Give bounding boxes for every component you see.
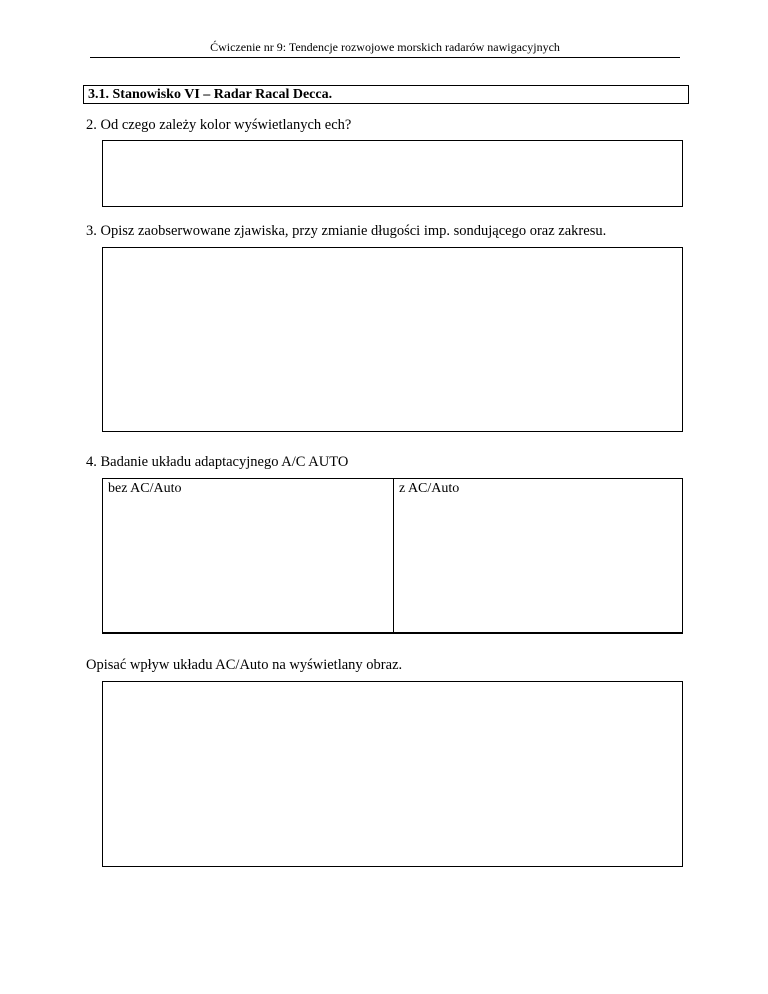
question-ac-auto-effect: Opisać wpływ układu AC/Auto na wyświetlany obraz.	[86, 657, 403, 673]
question-2: 2. Od czego zależy kolor wyświetlanych ech?	[86, 117, 352, 133]
cell-header-with-ac-auto: z AC/Auto	[399, 481, 460, 496]
answer-box-ac-auto-effect[interactable]	[102, 681, 683, 867]
section-title: 3.1. Stanowisko VI – Radar Racal Decca.	[83, 85, 689, 104]
answer-box-2[interactable]	[102, 140, 683, 207]
cell-header-without-ac-auto: bez AC/Auto	[108, 481, 182, 496]
question-3: 3. Opisz zaobserwowane zjawiska, przy zmianie długości imp. sondującego oraz zakresu.	[86, 223, 607, 239]
page-header: Ćwiczenie nr 9: Tendencje rozwojowe morskich radarów nawigacyjnych	[210, 40, 560, 54]
cell-with-ac-auto[interactable]	[394, 479, 682, 632]
header-rule	[90, 57, 680, 58]
comparison-table	[102, 478, 683, 634]
question-4: 4. Badanie układu adaptacyjnego A/C AUTO	[86, 454, 349, 470]
cell-without-ac-auto[interactable]	[103, 479, 394, 632]
answer-box-3[interactable]	[102, 247, 683, 432]
